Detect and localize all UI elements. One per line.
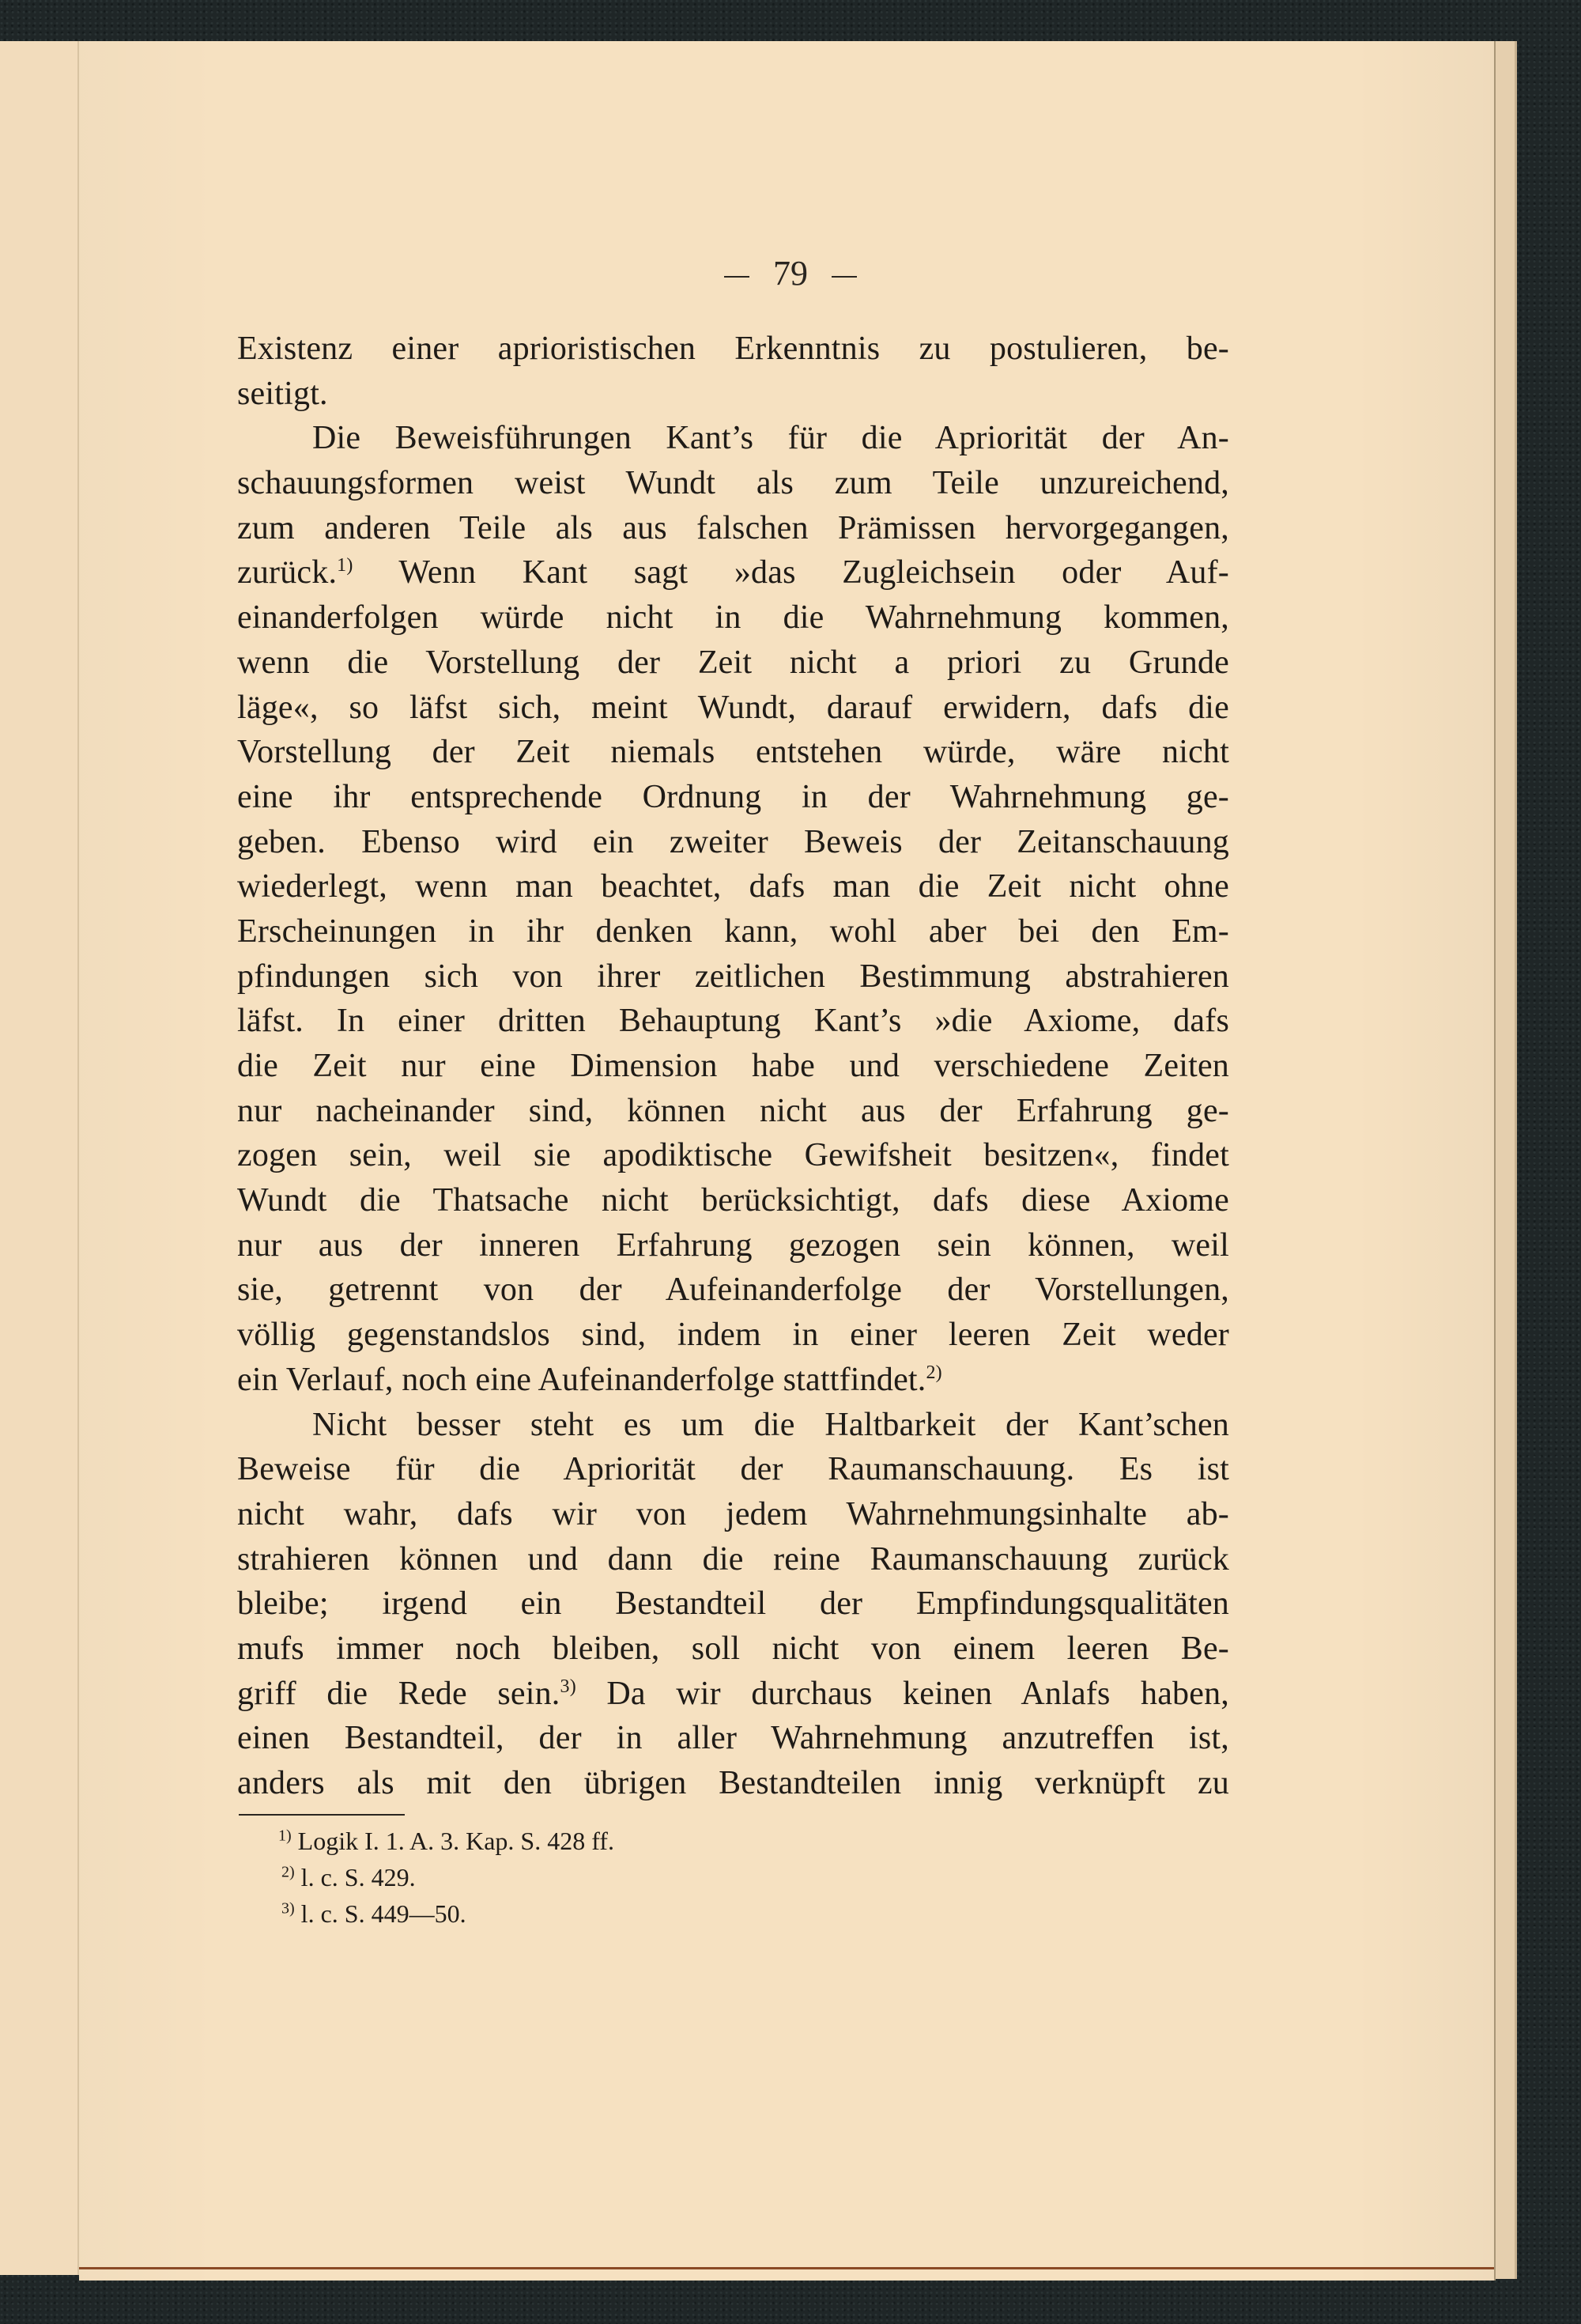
footnote-mark: 3) — [281, 1899, 295, 1918]
line-text: geben. Ebenso wird ein zweiter Beweis der Zeitanschauung — [237, 823, 1229, 860]
line-text: völlig gegenstandslos sind, indem in einer leeren Zeit weder — [237, 1317, 1229, 1354]
text-line — [237, 999, 1229, 1044]
text-line — [237, 1716, 1229, 1761]
text-line — [237, 730, 1229, 775]
line-text: pfindungen sich von ihrer zeitlichen Bestimmung abstrahieren — [237, 958, 1229, 995]
footnote-mark: 2) — [281, 1863, 295, 1881]
text-line — [237, 372, 1229, 417]
line-text: griff die Rede sein. — [237, 1675, 560, 1712]
text-line — [237, 1581, 1229, 1627]
text-line — [237, 1268, 1229, 1313]
text-line — [237, 506, 1229, 551]
text-line — [237, 820, 1229, 865]
footnote-rule — [239, 1814, 405, 1816]
line-text: nur aus der inneren Erfahrung gezogen sein können, weil — [237, 1226, 1229, 1264]
text-line — [237, 1447, 1229, 1492]
footnote-reference: 1) — [337, 555, 353, 576]
text-line — [237, 1133, 1229, 1178]
text-line — [237, 1358, 1229, 1403]
line-text: Die Beweisführungen Kant’s für die Apriorität der An- — [312, 420, 1229, 457]
text-line — [237, 550, 1229, 595]
line-text: ein Verlauf, noch eine Aufeinanderfolge stattfindet. — [237, 1361, 926, 1398]
line-text: läfst. In einer dritten Behauptung Kant’s »die Axiome, dafs — [237, 1003, 1229, 1040]
footnote-text: Logik I. 1. A. 3. Kap. S. 428 ff. — [297, 1827, 614, 1855]
text-line — [237, 461, 1229, 506]
footnote-reference: 3) — [560, 1676, 576, 1697]
text-line — [237, 686, 1229, 731]
line-text: eine ihr entsprechende Ordnung in der Wahrnehmung ge- — [237, 778, 1229, 815]
line-text: Nicht besser steht es um die Haltbarkeit der Kant’schen — [312, 1406, 1229, 1443]
line-text: läge«, so läfst sich, meint Wundt, darauf erwidern, dafs die — [237, 689, 1229, 726]
header-dash-right — [832, 276, 857, 278]
line-text: schauungsformen weist Wundt als zum Teile unzureichend, — [237, 465, 1229, 502]
page-number: 79 — [773, 254, 808, 293]
line-text: Erscheinungen in ihr denken kann, wohl aber bei den Em- — [237, 913, 1229, 950]
line-text: zum anderen Teile als aus falschen Prämissen hervorgegangen, — [237, 509, 1229, 546]
line-text: Existenz einer aprioristischen Erkenntnis zu postulieren, be- — [237, 331, 1229, 367]
body-text — [237, 327, 1229, 1806]
line-text: strahieren können und dann die reine Raumanschauung zurück — [237, 1540, 1229, 1578]
text-line — [237, 1223, 1229, 1268]
footnote-text: l. c. S. 449—50. — [300, 1899, 466, 1928]
line-text: anders als mit den übrigen Bestandteilen innig verknüpft zu — [237, 1765, 1229, 1801]
line-text: bleibe; irgend ein Bestandteil der Empfindungsqualitäten — [237, 1585, 1229, 1623]
text-line — [237, 595, 1229, 641]
footnotes — [278, 1823, 614, 1932]
text-line — [237, 909, 1229, 954]
line-text: seitigt. — [237, 375, 328, 412]
line-text: Vorstellung der Zeit niemals entstehen würde, wäre nicht — [237, 734, 1229, 771]
text-line — [237, 1403, 1229, 1448]
text-line — [237, 1089, 1229, 1134]
line-text: einen Bestandteil, der in aller Wahrnehmung anzutreffen ist, — [237, 1720, 1229, 1757]
text-line — [237, 775, 1229, 820]
line-text: mufs immer noch bleiben, soll nicht von einem leeren Be- — [237, 1630, 1229, 1667]
text-line — [237, 1761, 1229, 1806]
text-line — [237, 1313, 1229, 1358]
line-text: wenn die Vorstellung der Zeit nicht a priori zu Grunde — [237, 644, 1229, 681]
line-text: die Zeit nur eine Dimension habe und verschiedene Zeiten — [237, 1048, 1229, 1084]
line-text: Beweise für die Apriorität der Raumanschauung. Es ist — [237, 1451, 1229, 1488]
header-dash-left — [724, 276, 749, 278]
footnote-text: l. c. S. 429. — [300, 1863, 416, 1891]
line-text: sie, getrennt von der Aufeinanderfolge der Vorstellungen, — [237, 1272, 1229, 1309]
line-text: wiederlegt, wenn man beachtet, dafs man die Zeit nicht ohne — [237, 868, 1229, 905]
line-text-continued: Da wir durchaus keinen Anlafs haben, — [575, 1675, 1229, 1712]
footnote — [278, 1859, 614, 1895]
page-header — [0, 253, 1581, 293]
text-line — [237, 1178, 1229, 1223]
line-text: nicht wahr, dafs wir von jedem Wahrnehmungsinhalte ab- — [237, 1495, 1229, 1532]
line-text: nur nacheinander sind, können nicht aus der Erfahrung ge- — [237, 1092, 1229, 1129]
text-line — [237, 641, 1229, 686]
text-line — [237, 1672, 1229, 1717]
footnote — [278, 1895, 614, 1932]
footnote-mark: 1) — [278, 1827, 292, 1845]
footnote — [278, 1823, 614, 1859]
text-line — [237, 416, 1229, 461]
text-line — [237, 327, 1229, 372]
page-bottom-edge — [79, 2267, 1494, 2269]
footnote-reference: 2) — [926, 1362, 942, 1383]
text-line — [237, 1537, 1229, 1582]
line-text: Wundt die Thatsache nicht berücksichtigt, dafs diese Axiome — [237, 1182, 1229, 1219]
text-line — [237, 1044, 1229, 1089]
line-text: zurück. — [237, 554, 338, 591]
line-text: zogen sein, weil sie apodiktische Gewifsheit besitzen«, findet — [237, 1137, 1229, 1174]
previous-page-edge — [0, 41, 89, 2275]
text-line — [237, 1627, 1229, 1672]
text-line — [237, 1492, 1229, 1537]
line-text-continued: Wenn Kant sagt »das Zugleichsein oder Auf- — [353, 554, 1229, 591]
text-line — [237, 864, 1229, 909]
text-line — [237, 954, 1229, 1000]
line-text: einanderfolgen würde nicht in die Wahrnehmung kommen, — [237, 599, 1229, 637]
